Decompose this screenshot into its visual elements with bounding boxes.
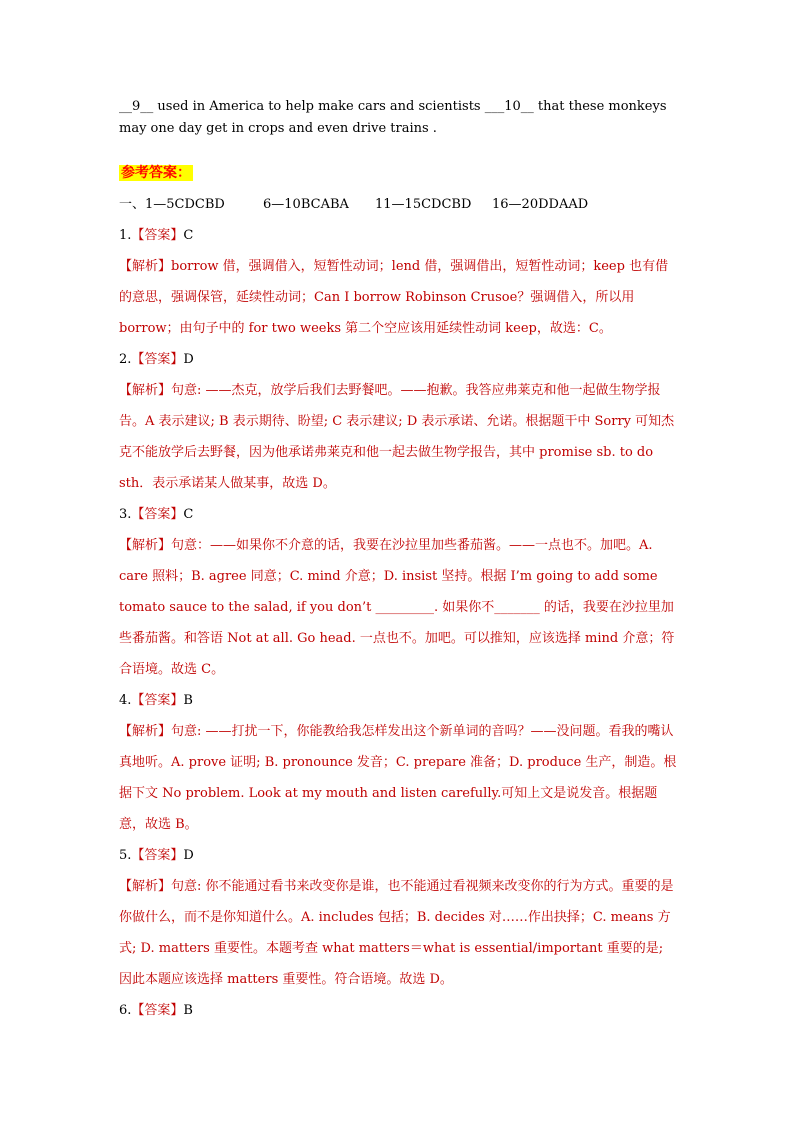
answer-value: B [183,693,193,708]
answer-value: B [183,1003,193,1018]
analysis-tag: 【解析】 [119,879,172,894]
answer-value: C [183,507,194,522]
item-number: 6. [119,1003,132,1018]
analysis-text: 句意: 你不能通过看书来改变你是谁，也不能通过看视频来改变你的行为方式。重要的是你做什么，而不是你知道什么。A. includes 包括；B. decides 对……作出抉择；C. means 方式; D. matters 重要性。本题考查 what matters＝what is essential/important 重要的是; 因此本题应该选择 matters 重要性。符合语境。故选 D。 [119,879,674,987]
item-analysis-4 [119,716,679,840]
item-number: 4. [119,693,132,708]
answer-value: D [183,352,194,367]
item-answer-2 [119,344,679,375]
item-answer-4 [119,685,679,716]
analysis-tag: 【解析】 [119,538,172,553]
answer-value: C [183,228,194,243]
item-number: 1. [119,228,132,243]
analysis-text: 句意: ——杰克，放学后我们去野餐吧。——抱歉。我答应弗莱克和他一起做生物学报告。A 表示建议; B 表示期待、盼望; C 表示建议; D 表示承诺、允诺。根据题干中 Sorry 可知杰克不能放学后去野餐，因为他承诺弗莱克和他一起去做生物学报告，其中 promise sb. to do sth．表示承诺某人做某事，故选 D。 [119,383,675,491]
item-answer-6 [119,995,679,1026]
answer-value: D [183,848,194,863]
analysis-tag: 【解析】 [119,383,172,398]
answer-tag: 【答案】 [131,228,184,243]
item-number: 5. [119,848,132,863]
item-analysis-5 [119,871,679,995]
answer-key-group-4: 16—20DDAAD [492,197,589,212]
document-content [119,96,679,1026]
item-answer-1 [119,220,679,251]
analysis-text: 句意：——如果你不介意的话，我要在沙拉里加些番茄酱。——一点也不。加吧。A. care 照料；B. agree 同意；C. mind 介意；D. insist 坚持。根据 I’m going to add some tomato sauce to the salad, if you don’t _________. 如果你不_______ 的话，我要在沙拉里加些番茄酱。和答语 Not at all. Go head. 一点也不。加吧。可以推知，应该选择 mind 介意；符合语境。故选 C。 [119,538,675,677]
item-number: 2. [119,352,132,367]
item-answer-3 [119,499,679,530]
item-analysis-3 [119,530,679,685]
answer-tag: 【答案】 [131,507,184,522]
reference-answers-label: 参考答案： [121,165,191,181]
analysis-text: 句意: ——打扰一下，你能教给我怎样发出这个新单词的音吗？——没问题。看我的嘴认真地听。A. prove 证明; B. pronounce 发音；C. prepare 准备；D. produce 生产，制造。根据下文 No problem. Look at my mouth and listen carefully.可知上文是说发音。根据题意，故选 B。 [119,724,677,832]
answer-tag: 【答案】 [131,352,184,367]
reference-answers-heading [119,158,679,189]
analysis-tag: 【解析】 [119,724,172,739]
answer-tag: 【答案】 [131,693,184,708]
answer-key-group-1: 1—5CDCBD [145,197,225,212]
answer-key-group-3: 11—15CDCBD [375,197,472,212]
analysis-tag: 【解析】 [119,259,172,274]
answer-key-group-2: 6—10BCABA [263,197,349,212]
answer-tag: 【答案】 [131,1003,184,1018]
cloze-passage-ending: __9__ used in America to help make cars and scientists ___10__ that these monkeys may one day get in crops and even drive trains . [119,99,667,136]
answer-key-prefix: 一、 [119,197,146,212]
answer-key-row [119,189,679,220]
answer-tag: 【答案】 [131,848,184,863]
analysis-text: borrow 借，强调借入，短暂性动词；lend 借，强调借出，短暂性动词；keep 也有借的意思，强调保管，延续性动词；Can I borrow Robinson Crusoe？强调借入，所以用 borrow；由句子中的 for two weeks 第二个空应该用延续性动词 keep，故选：C。 [119,259,669,336]
item-answer-5 [119,840,679,871]
item-number: 3. [119,507,132,522]
item-analysis-2 [119,375,679,499]
item-analysis-1 [119,251,679,344]
